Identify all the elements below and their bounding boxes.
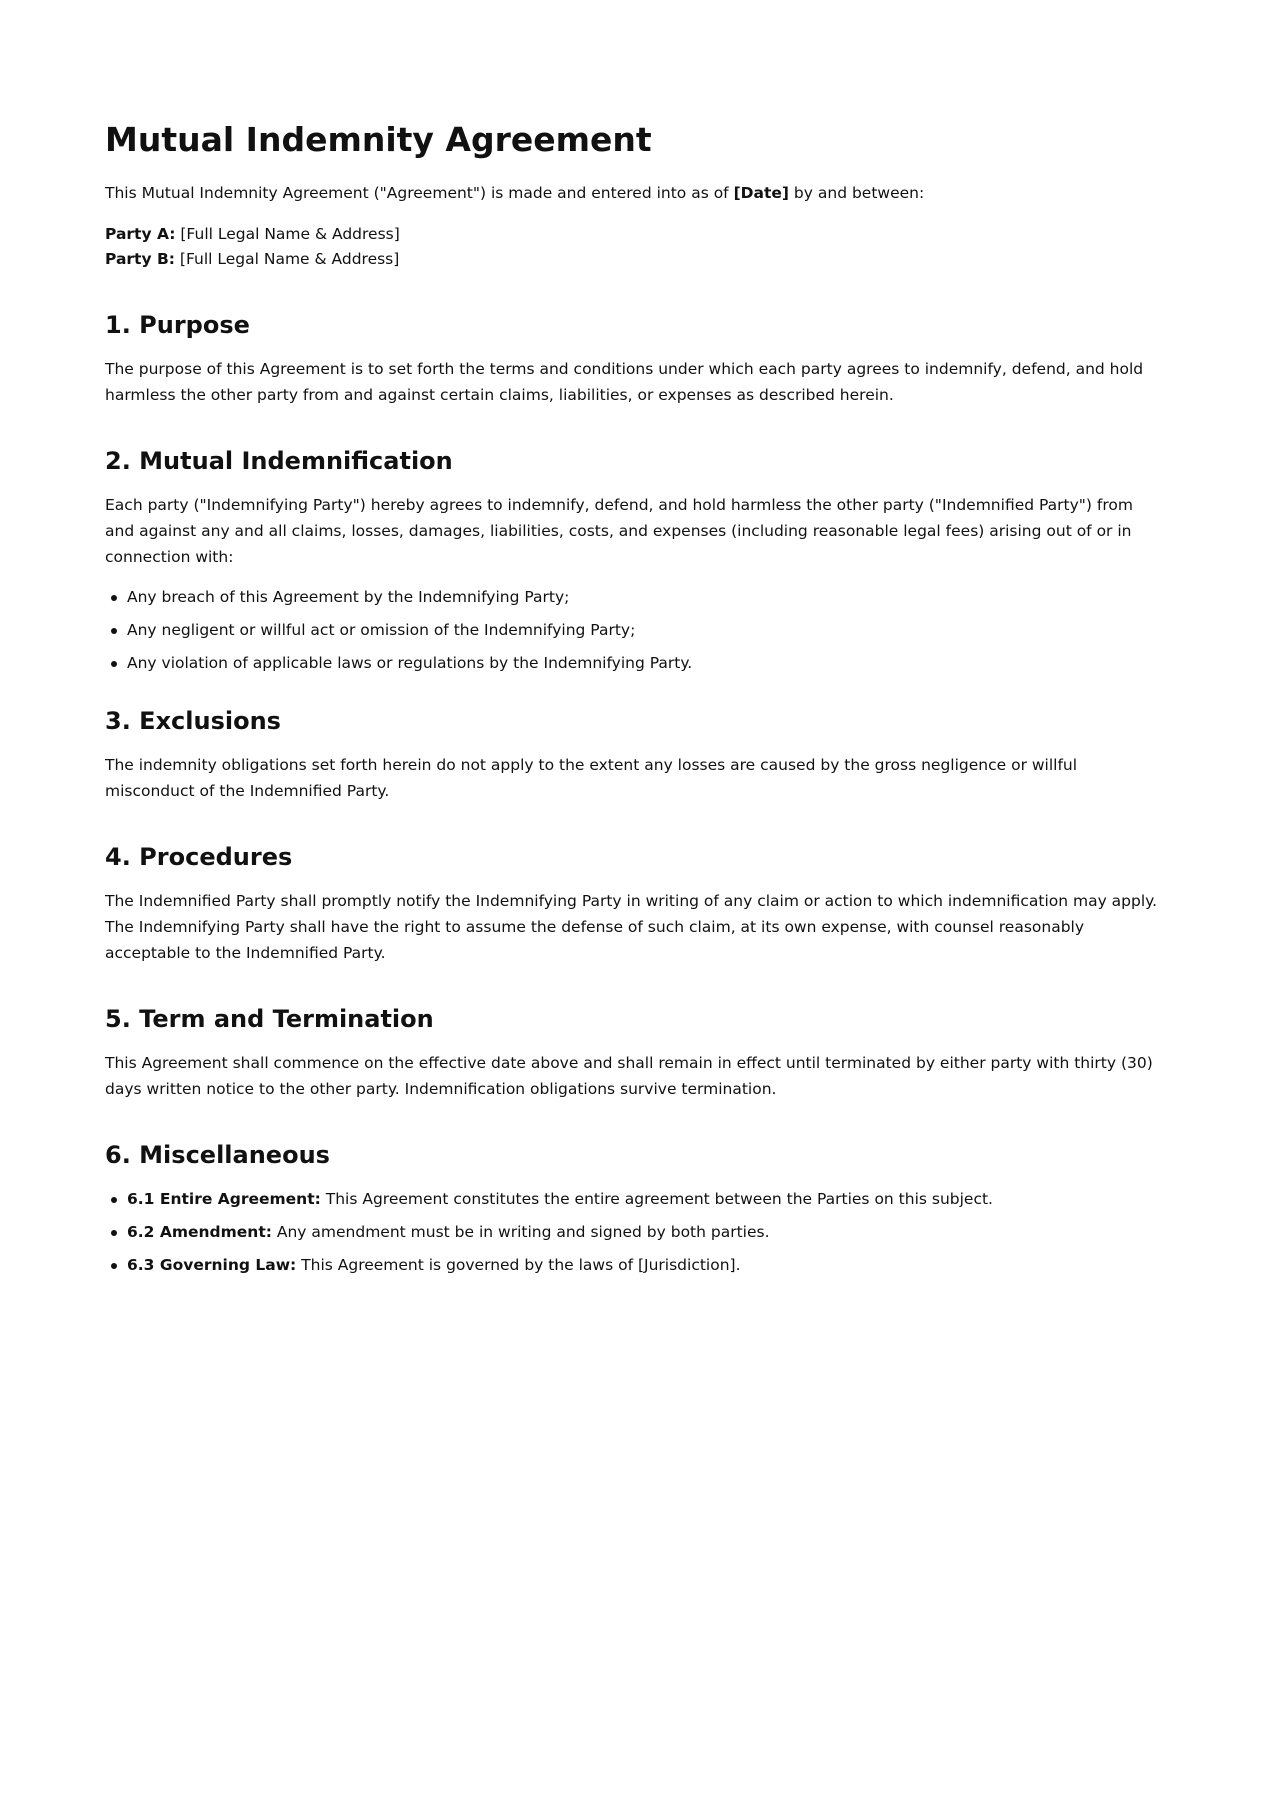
- miscellaneous-list: [105, 1186, 1158, 1278]
- section-purpose-body: The purpose of this Agreement is to set forth the terms and conditions under which each party agrees to indemnify, defend, and hold harmless the other party from and against certain claims, liabilities, or expenses as described herein.: [105, 360, 1144, 404]
- misc-item-text: Any amendment must be in writing and signed by both parties.: [271, 1223, 770, 1241]
- section-exclusions-body: The indemnity obligations set forth herein do not apply to the extent any losses are caused by the gross negligence or willful misconduct of the Indemnified Party.: [105, 756, 1078, 800]
- list-item: [127, 1219, 1158, 1245]
- intro-text-after: by and between:: [789, 184, 925, 202]
- section-purpose: [105, 310, 1158, 408]
- bullet-icon: [111, 1230, 117, 1236]
- bullet-icon: [111, 1197, 117, 1203]
- section-miscellaneous: [105, 1140, 1158, 1278]
- intro-date: [Date]: [733, 184, 789, 202]
- bullet-icon: [111, 661, 117, 667]
- party-b: [105, 247, 1158, 272]
- misc-item-label: 6.3 Governing Law:: [127, 1256, 297, 1274]
- section-mutual-indemnification: [105, 446, 1158, 676]
- section-term-termination: [105, 1004, 1158, 1102]
- list-item-text: Any breach of this Agreement by the Indemnifying Party;: [127, 588, 570, 606]
- section-exclusions: [105, 706, 1158, 804]
- misc-item-label: 6.2 Amendment:: [127, 1223, 272, 1241]
- misc-item-text: This Agreement constitutes the entire agreement between the Parties on this subject.: [320, 1190, 993, 1208]
- indemnification-list: [105, 584, 1158, 676]
- intro-text-before: This Mutual Indemnity Agreement ("Agreement") is made and entered into as of: [105, 184, 734, 202]
- section-term-heading: 5. Term and Termination: [105, 1005, 434, 1033]
- party-a-label: Party A:: [105, 225, 176, 243]
- list-item: [127, 1252, 1158, 1278]
- bullet-icon: [111, 628, 117, 634]
- section-procedures-body: The Indemnified Party shall promptly notify the Indemnifying Party in writing of any claim or action to which indemnification may apply. The Indemnifying Party shall have the right to assume the defense of such claim, at its own expense, with counsel reasonably acceptable to the Indemnified Party.: [105, 892, 1158, 962]
- party-a-value: [Full Legal Name & Address]: [175, 225, 400, 243]
- list-item: [127, 1186, 1158, 1212]
- party-a: [105, 222, 1158, 247]
- list-item-text: Any violation of applicable laws or regulations by the Indemnifying Party.: [127, 654, 693, 672]
- party-b-label: Party B:: [105, 250, 175, 268]
- section-procedures: [105, 842, 1158, 966]
- bullet-icon: [111, 1263, 117, 1269]
- section-exclusions-heading: 3. Exclusions: [105, 707, 281, 735]
- list-item: [127, 584, 1158, 610]
- misc-item-text: This Agreement is governed by the laws of [Jurisdiction].: [296, 1256, 741, 1274]
- section-mutual-body: Each party ("Indemnifying Party") hereby agrees to indemnify, defend, and hold harmless the other party ("Indemnified Party") from and against any and all claims, losses, damages, liabilities, costs, and expenses (including reasonable legal fees) arising out of or in connection with:: [105, 496, 1133, 566]
- section-purpose-heading: 1. Purpose: [105, 311, 250, 339]
- list-item: [127, 617, 1158, 643]
- bullet-icon: [111, 595, 117, 601]
- section-term-body: This Agreement shall commence on the effective date above and shall remain in effect until terminated by either party with thirty (30) days written notice to the other party. Indemnification obligations survive termination.: [105, 1054, 1153, 1098]
- document-title: Mutual Indemnity Agreement: [105, 120, 652, 159]
- misc-item-label: 6.1 Entire Agreement:: [127, 1190, 321, 1208]
- parties-block: [105, 222, 1158, 272]
- list-item: [127, 650, 1158, 676]
- section-misc-heading: 6. Miscellaneous: [105, 1141, 330, 1169]
- party-b-value: [Full Legal Name & Address]: [174, 250, 400, 268]
- intro-paragraph: [105, 180, 1158, 206]
- list-item-text: Any negligent or willful act or omission of the Indemnifying Party;: [127, 621, 636, 639]
- section-mutual-heading: 2. Mutual Indemnification: [105, 447, 453, 475]
- section-procedures-heading: 4. Procedures: [105, 843, 293, 871]
